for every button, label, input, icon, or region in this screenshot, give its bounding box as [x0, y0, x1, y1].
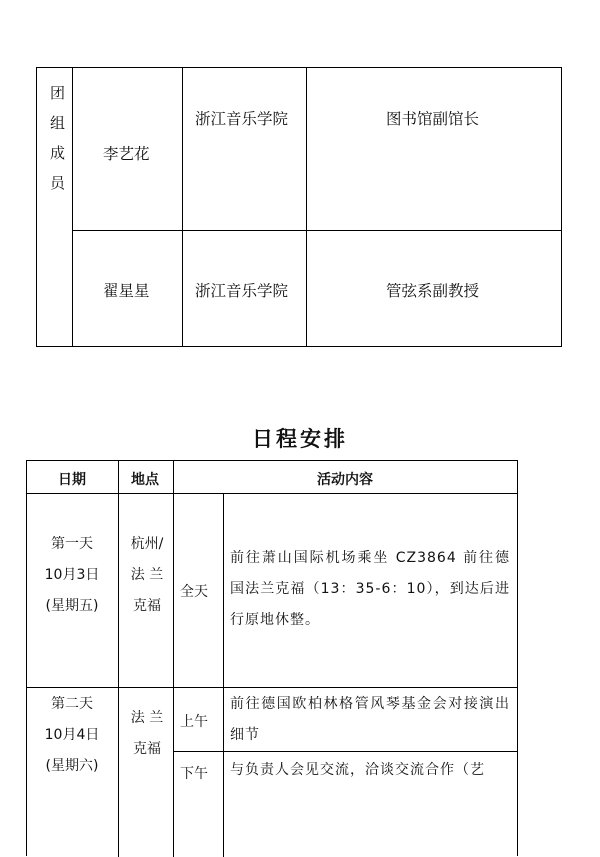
day-weekday: (星期六)	[45, 758, 99, 774]
day-2-date-cell	[27, 689, 117, 782]
schedule-period-divider	[173, 751, 517, 752]
member-divider-h1	[72, 230, 561, 231]
header-place: 地点	[131, 472, 159, 488]
day-2-place-cell	[119, 703, 175, 765]
member-divider-v3	[306, 68, 307, 346]
member-divider-v2	[182, 68, 183, 346]
day-label: 第二天	[51, 696, 93, 712]
place-line: 法 兰	[130, 710, 164, 726]
day-date: 10月4日	[44, 727, 100, 743]
day-2-period-am: 上午	[180, 714, 208, 730]
schedule-divider-period	[223, 493, 224, 857]
schedule-header-bottom	[27, 493, 517, 494]
header-content: 活动内容	[317, 472, 373, 488]
member-org: 浙江音乐学院	[195, 110, 289, 128]
place-line: 法 兰	[130, 567, 164, 583]
day-date: 10月3日	[44, 567, 100, 583]
place-line: 杭州/	[130, 536, 164, 552]
member-title: 管弦系副教授	[386, 282, 480, 300]
day-2-period-pm: 下午	[180, 766, 208, 782]
member-name: 翟星星	[103, 282, 150, 300]
schedule-day-divider	[27, 687, 517, 688]
schedule-divider-place	[173, 461, 174, 857]
schedule-divider-date	[118, 461, 119, 857]
schedule-table	[26, 460, 518, 856]
member-table	[36, 67, 562, 347]
header-date: 日期	[58, 472, 86, 488]
day-2-activity-am: 前往德国欧柏林格管风琴基金会对接演出细节	[230, 696, 510, 743]
member-name: 李艺花	[103, 145, 150, 163]
day-2-activity-pm: 与负责人会见交流，洽谈交流合作（艺	[230, 762, 485, 778]
day-1-period: 全天	[180, 584, 208, 600]
member-org: 浙江音乐学院	[195, 282, 289, 300]
member-title: 图书馆副馆长	[386, 110, 480, 128]
place-line: 克福	[133, 598, 161, 614]
day-1-date-cell	[27, 529, 117, 622]
place-line: 克福	[133, 741, 161, 757]
group-members-label: 团组成员	[48, 85, 66, 205]
day-weekday: (星期五)	[45, 598, 99, 614]
schedule-title: 日程安排	[252, 427, 348, 451]
day-1-place-cell	[119, 529, 175, 622]
day-label: 第一天	[51, 536, 93, 552]
day-1-activity: 前往萧山国际机场乘坐 CZ3864 前往德国法兰克福（13：35-6：10），到达后进行原地休整。	[230, 550, 510, 628]
member-divider-v1	[72, 68, 73, 346]
